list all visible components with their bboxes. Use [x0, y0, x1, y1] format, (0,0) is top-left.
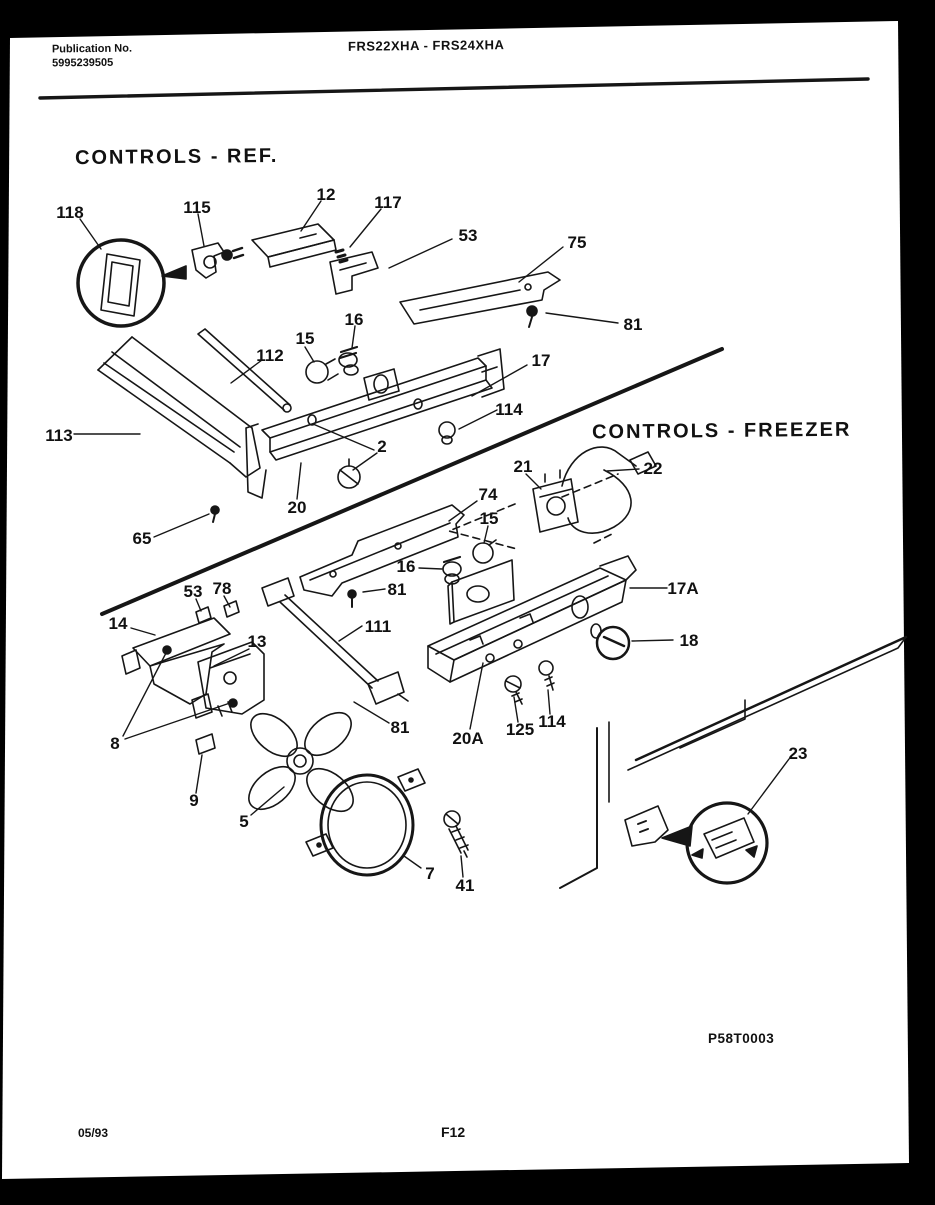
part-label-113: 113 — [45, 426, 73, 445]
part-drawing-rod-112 — [198, 329, 291, 412]
part-label-81f2: 81 — [390, 718, 410, 737]
part-drawing-screw-114-freezer — [539, 661, 554, 690]
part-label-16f: 16 — [396, 557, 416, 576]
part-drawing-grommet-114-ref — [439, 422, 455, 444]
part-label-125: 125 — [505, 720, 535, 739]
part-drawing-screw-65 — [211, 506, 219, 522]
leader-line — [154, 514, 209, 537]
section-title-ref: CONTROLS - REF. — [74, 144, 279, 170]
leader-line — [459, 410, 497, 429]
leader-line — [404, 856, 421, 868]
part-drawing-screw-81-freezer — [348, 590, 356, 607]
part-drawing-screw-125 — [505, 676, 522, 704]
leader-line — [80, 219, 101, 249]
part-drawing-bracket-75 — [400, 272, 560, 324]
leader-line — [461, 856, 463, 877]
leader-line — [449, 501, 477, 521]
part-label-114: 114 — [495, 400, 523, 419]
leader-line — [214, 649, 249, 666]
publication-label: Publication No. — [51, 42, 133, 56]
part-drawing-wing-screw-2 — [338, 459, 360, 488]
part-label-12: 12 — [316, 185, 336, 204]
part-drawing-socket-16-ref — [339, 347, 358, 375]
part-drawing-bracket-20 — [246, 424, 266, 498]
leader-line — [123, 653, 166, 736]
part-drawing-bracket-53 — [330, 252, 378, 294]
leader-line — [526, 474, 541, 489]
part-drawing-screw-41 — [444, 811, 468, 857]
leader-line — [419, 568, 442, 569]
leader-line — [748, 759, 789, 814]
part-label-13: 13 — [247, 632, 267, 651]
part-label-8: 8 — [110, 734, 120, 753]
part-drawing-socket-115 — [192, 243, 243, 278]
leader-line — [354, 702, 389, 723]
part-drawing-fan-shroud-7 — [306, 769, 425, 875]
part-label-75: 75 — [567, 233, 587, 252]
leader-line — [350, 209, 381, 247]
part-label-115: 115 — [183, 198, 211, 217]
publication-number: 5995239505 — [52, 56, 114, 70]
part-drawing-control-housing-17A — [428, 556, 636, 682]
publication-block — [52, 42, 132, 71]
part-label-22: 22 — [643, 459, 663, 478]
leader-line — [131, 628, 155, 635]
part-label-17A: 17A — [667, 579, 699, 598]
part-drawing-knob-18 — [591, 624, 629, 659]
part-drawing-clip-9 — [196, 734, 215, 754]
part-label-114f: 114 — [538, 712, 566, 731]
part-label-23: 23 — [788, 744, 808, 763]
part-drawing-screw-81-ref — [527, 306, 537, 327]
part-label-65: 65 — [132, 529, 152, 548]
part-label-78: 78 — [212, 579, 232, 598]
part-label-7: 7 — [425, 864, 435, 883]
leader-line — [339, 626, 362, 641]
leader-line — [607, 469, 639, 471]
part-label-112: 112 — [256, 346, 284, 365]
leader-line — [632, 640, 673, 641]
dashed-reference-lines — [449, 474, 618, 549]
part-label-2: 2 — [377, 437, 387, 456]
part-label-118: 118 — [56, 203, 84, 222]
part-label-18: 18 — [679, 631, 699, 650]
leader-line — [305, 347, 314, 362]
part-drawing-clip-78 — [224, 601, 239, 617]
part-label-9: 9 — [189, 791, 199, 810]
part-label-20A: 20A — [452, 729, 484, 748]
footer-page-number: F12 — [441, 1124, 466, 1140]
part-label-15: 15 — [295, 329, 315, 348]
part-label-14: 14 — [108, 614, 128, 633]
part-drawing-lens-detail-118 — [78, 240, 186, 326]
part-drawing-bracket-detail-23 — [687, 803, 767, 883]
leader-line — [125, 703, 230, 739]
leader-line — [470, 663, 483, 729]
leader-line — [363, 589, 385, 592]
part-drawing-thermostat-21 — [533, 447, 636, 533]
part-label-20: 20 — [287, 498, 307, 517]
part-label-81f: 81 — [387, 580, 407, 599]
part-label-74: 74 — [478, 485, 498, 504]
part-label-53f: 53 — [183, 582, 203, 601]
part-drawing-cover-12 — [252, 224, 336, 267]
part-label-53: 53 — [458, 226, 478, 245]
part-label-21: 21 — [513, 457, 533, 476]
leader-line — [251, 787, 284, 815]
part-label-17: 17 — [531, 351, 551, 370]
part-drawing-fan-blade-5 — [241, 704, 361, 819]
part-label-16: 16 — [344, 310, 364, 329]
header-rule — [40, 79, 868, 98]
leader-line — [353, 453, 377, 470]
part-drawing-lamp-housing — [448, 560, 514, 624]
leader-line — [352, 326, 355, 348]
model-range: FRS22XHA - FRS24XHA — [347, 37, 505, 54]
part-number-labels — [45, 185, 807, 895]
part-label-5: 5 — [239, 812, 249, 831]
section-title-freezer: CONTROLS - FREEZER — [591, 418, 852, 444]
leader-line — [196, 755, 202, 793]
leader-line — [198, 214, 204, 246]
part-label-117: 117 — [374, 193, 402, 212]
leader-line — [389, 239, 452, 268]
leader-line — [548, 690, 550, 714]
part-drawing-bracket-14 — [122, 618, 230, 718]
part-drawing-bulb-15-ref — [306, 359, 338, 383]
part-drawing-harness-111 — [262, 578, 408, 704]
part-label-111: 111 — [364, 617, 392, 636]
footer-date: 05/93 — [78, 1126, 109, 1140]
leader-line — [297, 463, 301, 499]
part-drawing-trough-113 — [98, 337, 260, 477]
leader-line — [546, 313, 618, 323]
leader-lines — [74, 201, 789, 877]
part-label-81: 81 — [623, 315, 643, 334]
part-label-41: 41 — [455, 876, 475, 895]
part-label-15f: 15 — [479, 509, 499, 528]
diagram-code: P58T0003 — [708, 1031, 775, 1046]
